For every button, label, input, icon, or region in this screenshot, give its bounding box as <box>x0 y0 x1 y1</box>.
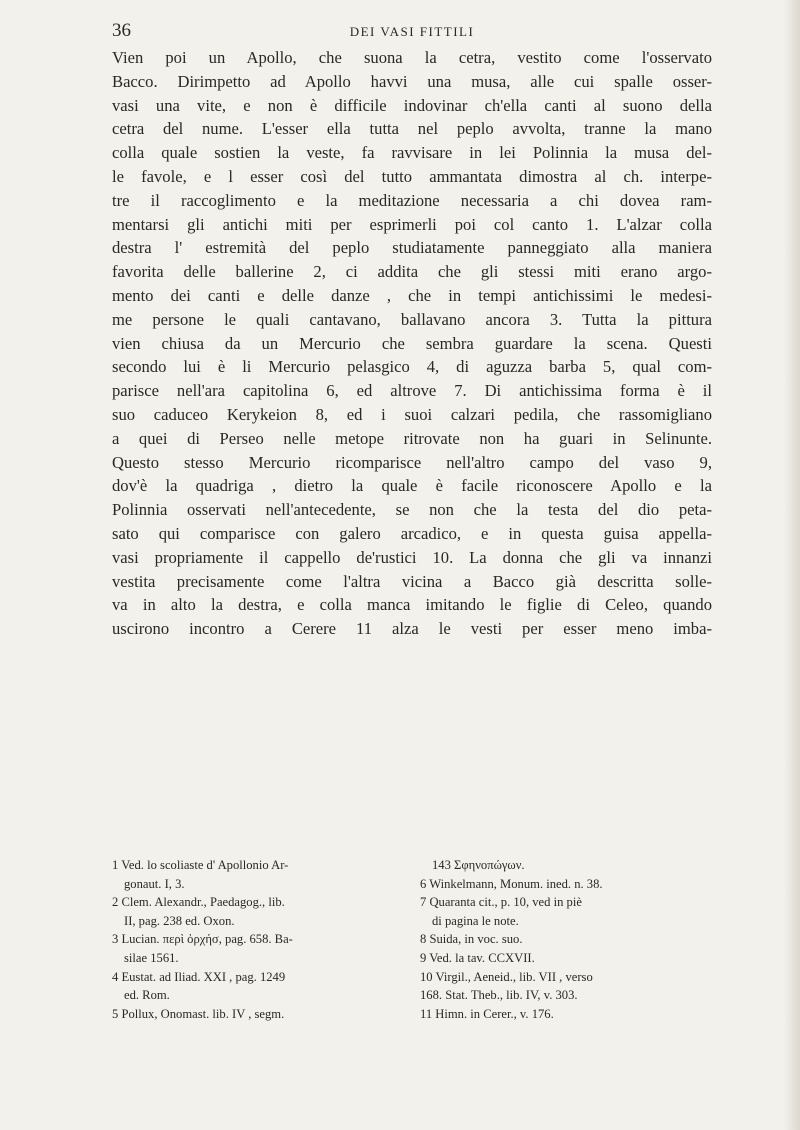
text-line: a quei di Perseo nelle metope ritrovate non ha guari in Selinunte. <box>112 428 712 448</box>
footnote-line: 4 Eustat. ad Iliad. XXI , pag. 1249 <box>112 969 286 984</box>
text-line: mentarsi gli antichi miti per esprimerli poi col canto 1. L'alzar colla <box>112 214 712 234</box>
text-line: sato qui comparisce con galero arcadico, e in questa guisa appella- <box>112 523 712 543</box>
text-line: le favole, e l esser così del tutto ammantata dimostra al ch. interpe- <box>112 166 712 186</box>
footnotes <box>112 856 712 1023</box>
text-line: va in alto la destra, e colla manca imitando le figlie di Celeo, quando <box>112 595 712 615</box>
text-line: secondo lui è li Mercurio pelasgico 4, di aguzza barba 5, qual com- <box>112 357 712 377</box>
footnotes-right-column <box>420 856 712 1023</box>
text-line: me persone le quali cantavano, ballavano ancora 3. Tutta la pittura <box>112 309 712 329</box>
text-line: Polinnia osservati nell'antecedente, se non che la testa del dio peta- <box>112 500 712 520</box>
text-line: parisce nell'ara capitolina 6, ed altrove 7. Di antichissima forma è il <box>112 381 712 401</box>
footnote-line: 6 Winkelmann, Monum. ined. n. 38. <box>420 876 603 891</box>
footnote-line: 143 Σφηνοπώγων. <box>432 858 525 872</box>
footnote-line: 10 Virgil., Aeneid., lib. VII , verso <box>420 969 593 984</box>
footnote-line: 7 Quaranta cit., p. 10, ved in piè <box>420 895 582 910</box>
footnote-line: silae 1561. <box>124 950 179 965</box>
running-title: DEI VASI FITTILI <box>349 24 475 39</box>
page-number: 36 <box>112 20 131 41</box>
text-line: cetra del nume. L'esser ella tutta nel peplo avvolta, tranne la mano <box>112 119 712 139</box>
text-line: dov'è la quadriga , dietro la quale è facile riconoscere Apollo e la <box>112 476 712 496</box>
page-edge-shadow <box>784 0 800 1130</box>
footnote-line: 168. Stat. Theb., lib. IV, v. 303. <box>420 988 578 1003</box>
footnote-line: 9 Ved. la tav. CCXVII. <box>420 950 535 965</box>
footnote-line: di pagina le note. <box>432 913 519 928</box>
page-header <box>112 20 712 46</box>
text-line: colla quale sostien la veste, fa ravvisare in lei Polinnia la musa del- <box>112 143 712 163</box>
text-line: vasi una vite, e non è difficile indovinar ch'ella canti al suono della <box>112 95 712 115</box>
footnotes-left-column <box>112 856 404 1023</box>
text-line: Bacco. Dirimpetto ad Apollo havvi una musa, alle cui spalle osser- <box>112 71 712 91</box>
footnote-line: gonaut. I, 3. <box>124 876 185 891</box>
text-line: mento dei canti e delle danze , che in tempi antichissimi le medesi- <box>112 285 712 305</box>
footnote-line: 8 Suida, in voc. suo. <box>420 932 523 947</box>
text-line: destra l' estremità del peplo studiatamente panneggiato alla maniera <box>112 238 712 258</box>
text-line: Vien poi un Apollo, che suona la cetra, vestito come l'osservato <box>112 48 712 67</box>
text-line: tre il raccoglimento e la meditazione necessaria a chi dovea ram- <box>112 190 712 210</box>
footnote-line: II, pag. 238 ed. Oxon. <box>124 913 235 928</box>
text-line: vasi propriamente il cappello de'rustici 10. La donna che gli va innanzi <box>112 547 712 567</box>
text-line: Questo stesso Mercurio ricomparisce nell'altro campo del vaso 9, <box>112 452 712 472</box>
text-line: suo caduceo Kerykeion 8, ed i suoi calzari pedila, che rassomigliano <box>112 404 712 424</box>
footnote-line: 3 Lucian. περὶ ὀρχήσ, pag. 658. Ba- <box>112 932 293 947</box>
main-text <box>112 46 712 641</box>
footnote-line: 5 Pollux, Onomast. lib. IV , segm. <box>112 1006 285 1021</box>
text-line: uscirono incontro a Cerere 11 alza le vesti per esser meno imba- <box>112 619 712 639</box>
footnote-line: 1 Ved. lo scoliaste d' Apollonio Ar- <box>112 858 289 872</box>
footnote-line: 2 Clem. Alexandr., Paedagog., lib. <box>112 895 285 910</box>
text-line: favorita delle ballerine 2, ci addita che gli stessi miti erano argo- <box>112 262 712 282</box>
text-line: vien chiusa da un Mercurio che sembra guardare la scena. Questi <box>112 333 712 353</box>
footnote-line: 11 Himn. in Cerer., v. 176. <box>420 1006 554 1021</box>
text-line: vestita precisamente come l'altra vicina a Bacco già descritta solle- <box>112 571 712 591</box>
footnote-line: ed. Rom. <box>124 988 170 1003</box>
